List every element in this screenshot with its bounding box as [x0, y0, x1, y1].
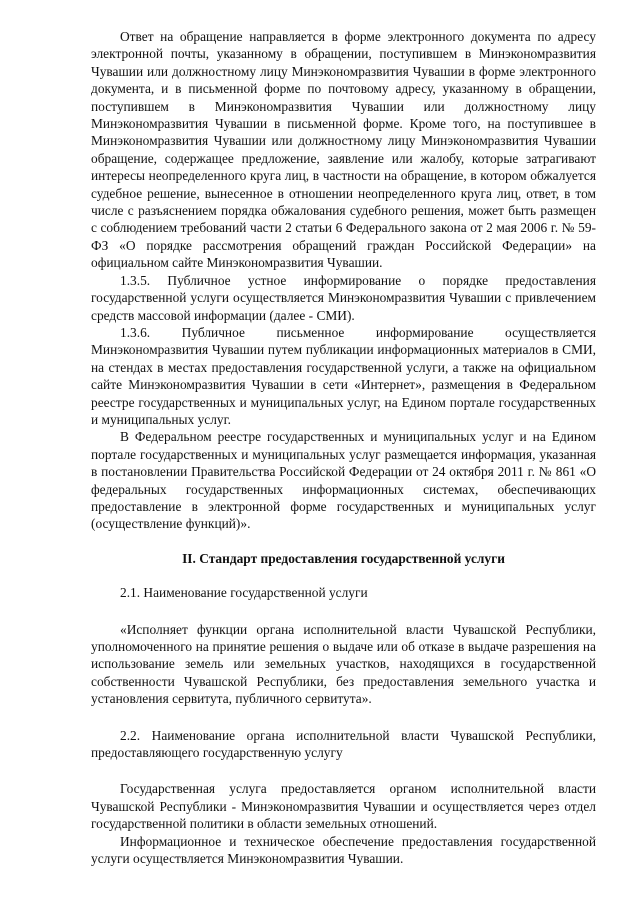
document-page [91, 28, 596, 867]
paragraph-1-3-5: 1.3.5. Публичное устное информирование о порядке предоставления государственной услуги осуществляется Минэкономразвития Чувашии с привлечением средств массовой информации (далее - СМИ). [91, 272, 596, 323]
subsection-2-2-text: Государственная услуга предоставляется органом исполнительной власти Чувашской Республики - Минэкономразвития Чувашии и осуществляется через отдел государственной политики в области земельных отношений. [91, 781, 596, 832]
subsection-2-2-title: 2.2. Наименование органа исполнительной власти Чувашской Республики, предоставляющего государственную услугу [91, 727, 596, 761]
subsection-2-1-text: «Исполняет функции органа исполнительной власти Чувашской Республики, уполномоченного на принятие решения о выдаче или об отказе в выдаче разрешения на использование земель или земельных участков, находящихся в государственной собственности Чувашской Республики, без предоставления земельного участка и установления сервитута, публичного сервитута». [91, 621, 596, 707]
subsection-2-2-support: Информационное и техническое обеспечение предоставления государственной услуги осуществляется Минэкономразвития Чувашии. [91, 833, 596, 867]
paragraph-1-3-6: 1.3.6. Публичное письменное информирование осуществляется Минэкономразвития Чувашии путем публикации информационных материалов в СМИ, на стендах в местах предоставления государственной услуги, а также на официальном сайте Минэкономразвития Чувашии в сети «Интернет», размещения в Федеральном реестре государственных и муниципальных услуг, на Едином портале государственных и муниципальных услуг. [91, 324, 596, 427]
subsection-2-1-title: 2.1. Наименование государственной услуги [120, 585, 368, 601]
paragraph-federal-registry: В Федеральном реестре государственных и муниципальных услуг и на Едином портале государственных и муниципальных услуг размещается информация, указанная в постановлении Правительства Российской Федерации от 24 октября 2011 г. № 861 «О федеральных государственных информационных системах, обеспечивающих предоставление в электронной форме государственных и муниципальных услуг (осуществление функций)». [91, 429, 596, 532]
section-heading: II. Стандарт предоставления государственной услуги [182, 550, 505, 566]
paragraph-response-delivery: Ответ на обращение направляется в форме электронного документа по адресу электронной почты, указанному в обращении, поступившем в Минэкономразвития Чувашии или должностному лицу Минэкономразвития Чувашии в форме электронного документа, и в письменной форме по почтовому адресу, указанному в обращении, поступившем в Минэкономразвития Чувашии или должностному лицу Минэкономразвития Чувашии в письменной форме. Кроме того, на поступившее в Минэкономразвития Чувашии или должностному лицу Минэкономразвития Чувашии обращение, содержащее предложение, заявление или жалобу, которые затрагивают интересы неопределенного круга лиц, в частности на обращение, в котором обжалуется судебное решение, вынесенное в отношении неопределенного круга лиц, ответ, в том числе с разъяснением порядка обжалования судебного решения, может быть размещен с соблюдением требований части 2 статьи 6 Федерального закона от 2 мая 2006 г. № 59-ФЗ «О порядке рассмотрения обращений граждан Российской Федерации» на официальном сайте Минэкономразвития Чувашии. [91, 29, 596, 271]
